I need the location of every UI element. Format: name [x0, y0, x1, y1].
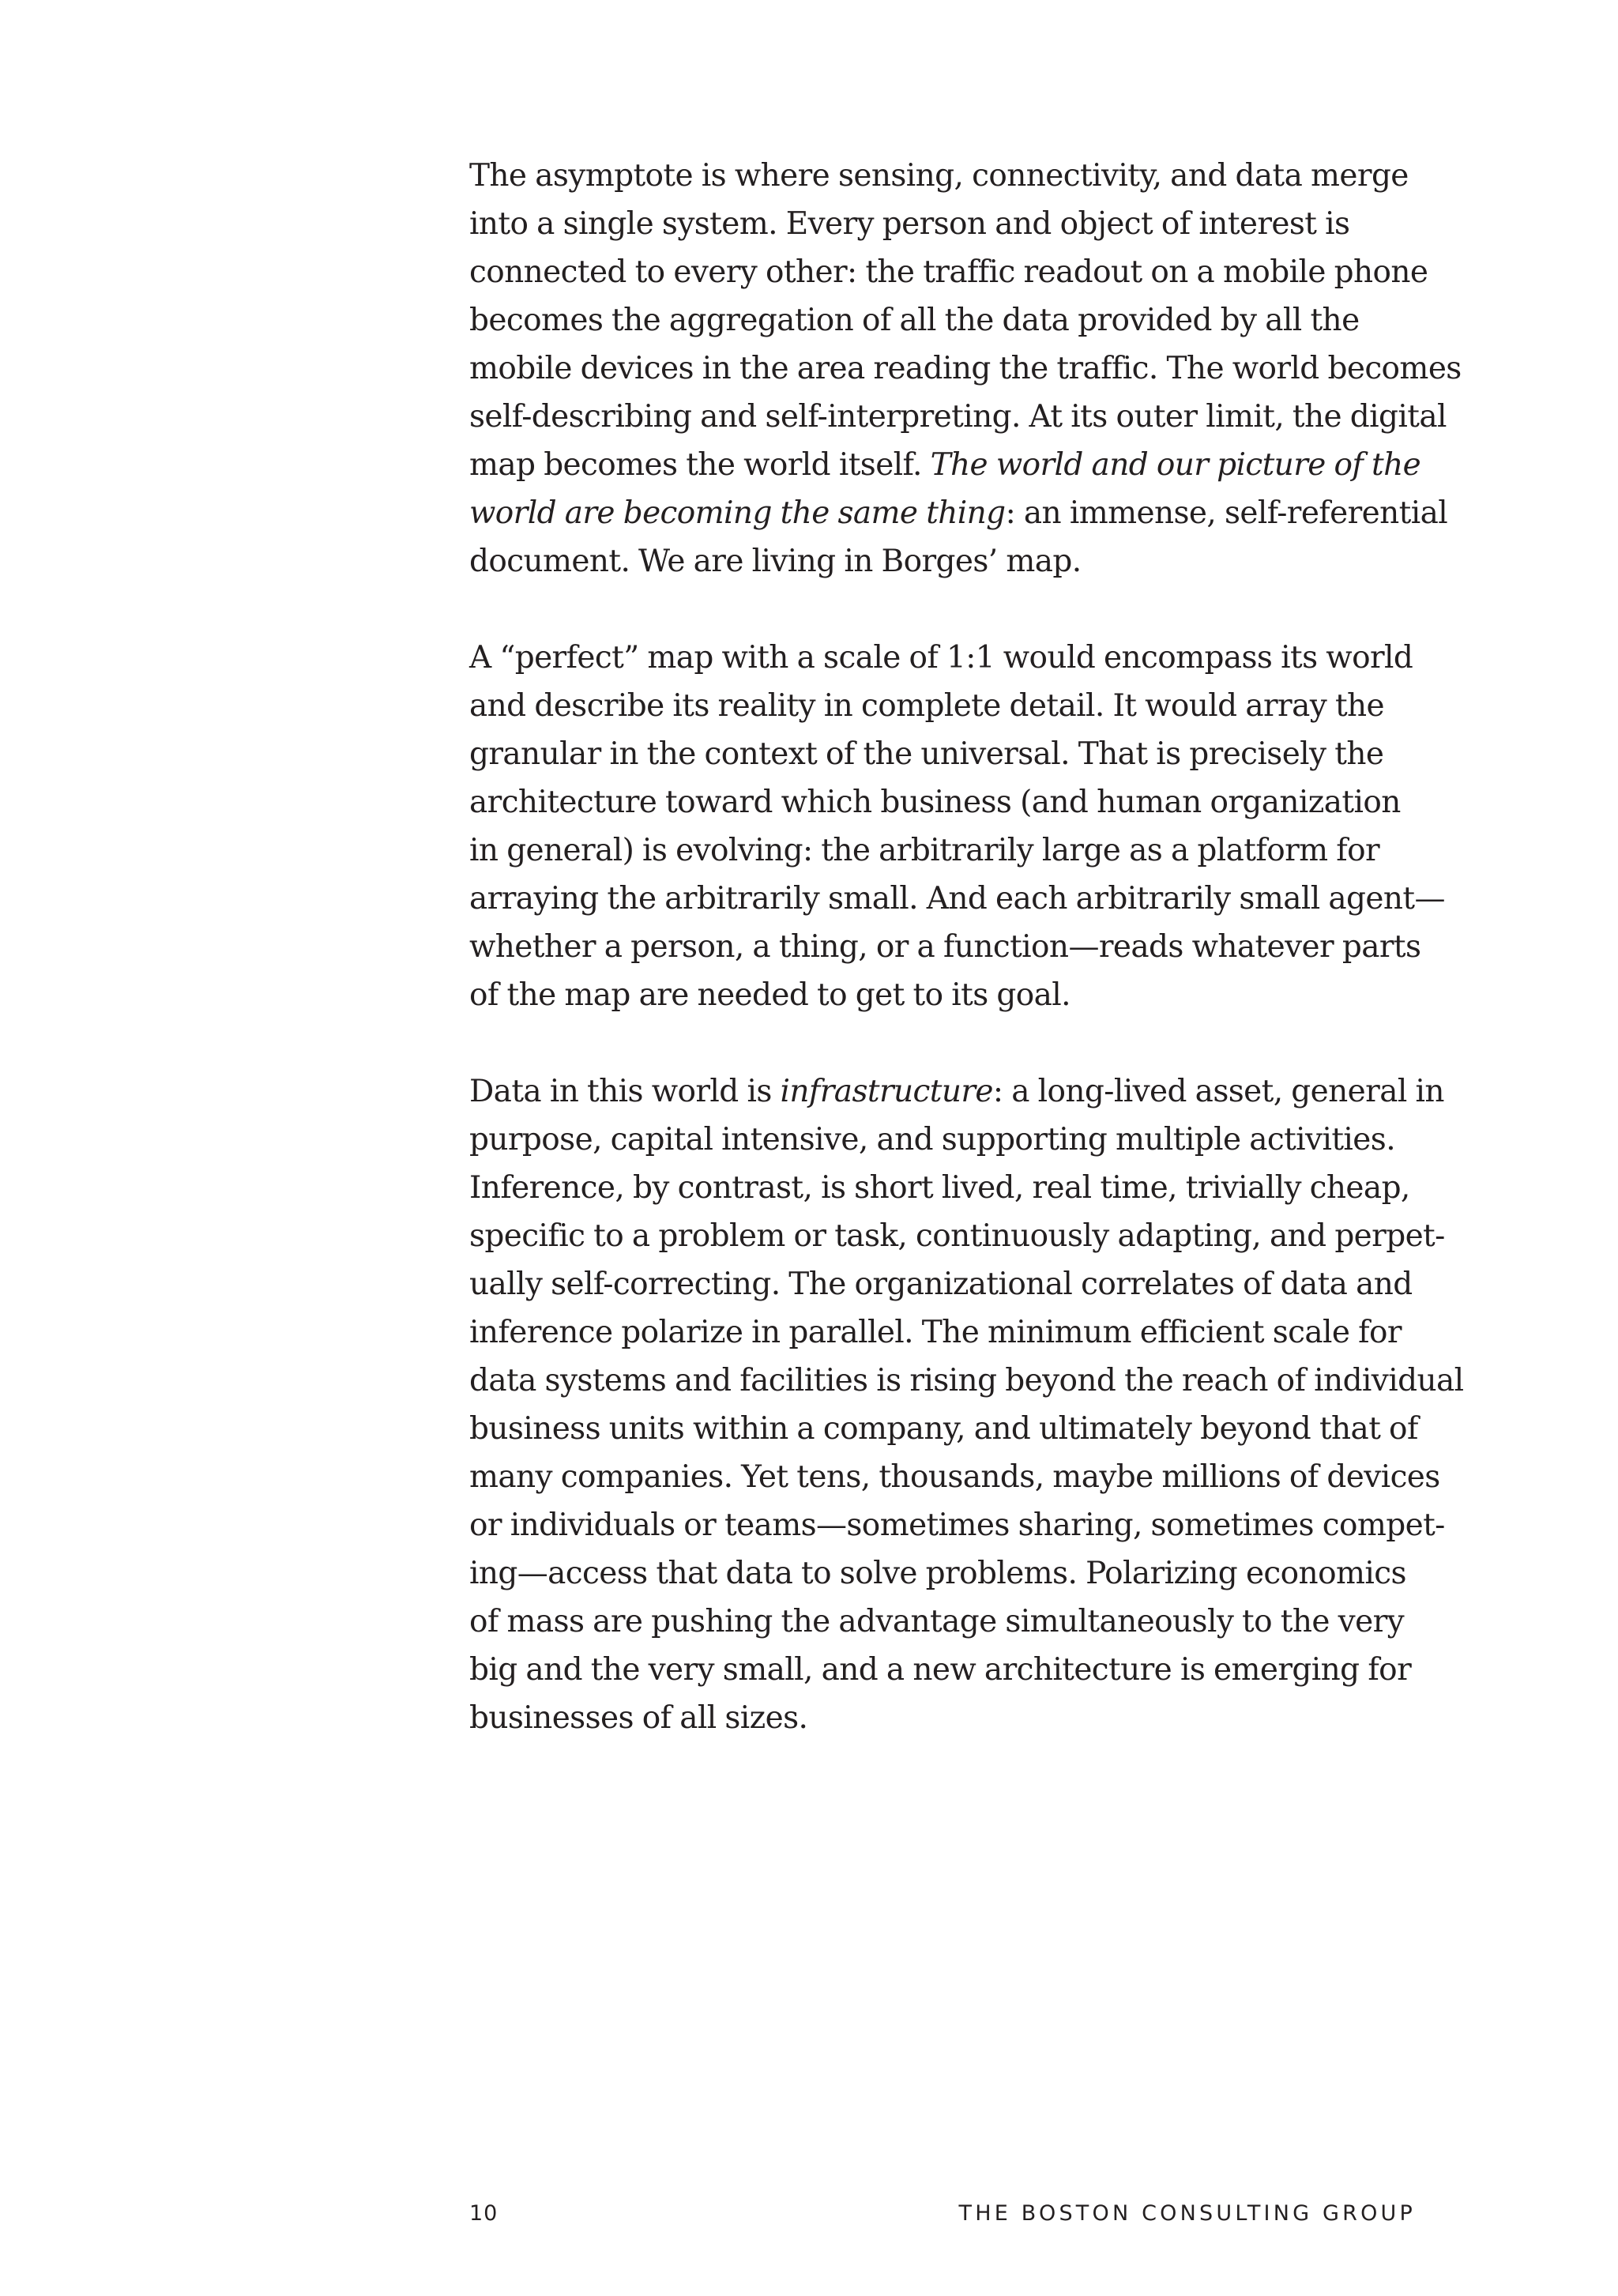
emphasized-text: infrastructure	[780, 1074, 993, 1109]
text-line	[469, 634, 1417, 682]
text-segment: businesses of all sizes.	[469, 1700, 808, 1736]
text-line	[469, 1116, 1417, 1164]
text-segment: whether a person, a thing, or a function—reads whatever parts	[469, 929, 1421, 965]
paragraph	[469, 152, 1462, 585]
text-segment: of mass are pushing the advantage simultaneously to the very	[469, 1604, 1405, 1639]
text-segment: business units within a company, and ultimately beyond that of	[469, 1411, 1418, 1447]
text-line	[469, 441, 1421, 489]
text-segment: becomes the aggregation of all the data provided by all the	[469, 303, 1360, 338]
text-segment: data systems and facilities is rising beyond the reach of individual	[469, 1363, 1464, 1398]
text-line	[469, 1598, 1417, 1646]
text-segment: specific to a problem or task, continuously adapting, and perpet-	[469, 1218, 1445, 1254]
text-segment: The asymptote is where sensing, connectivity, and data merge	[469, 158, 1409, 194]
text-segment: ing—access that data to solve problems. Polarizing economics	[469, 1556, 1406, 1591]
page-footer	[469, 2201, 1416, 2233]
emphasized-text: world are becoming the same thing	[469, 495, 1006, 531]
emphasized-text: The world and our picture of the	[930, 447, 1421, 483]
text-segment: ually self-correcting. The organizational correlates of data and	[469, 1267, 1413, 1302]
text-segment: many companies. Yet tens, thousands, maybe millions of devices	[469, 1459, 1440, 1495]
text-segment: granular in the context of the universal. That is precisely the	[469, 736, 1384, 772]
text-line	[469, 152, 1417, 200]
body-text	[469, 152, 1464, 1790]
text-line	[469, 971, 1417, 1019]
text-segment: arraying the arbitrarily small. And each arbitrarily small agent—	[469, 881, 1445, 917]
text-line	[469, 344, 1462, 393]
text-line	[469, 778, 1417, 826]
text-line	[469, 875, 1445, 923]
text-segment: Inference, by contrast, is short lived, real time, trivially cheap,	[469, 1170, 1410, 1206]
text-line	[469, 248, 1428, 296]
text-line	[469, 682, 1417, 730]
text-segment: and describe its reality in complete detail. It would array the	[469, 688, 1385, 724]
text-line	[469, 393, 1447, 441]
text-segment: or individuals or teams—sometimes sharing, sometimes compet-	[469, 1507, 1445, 1543]
text-line	[469, 923, 1421, 971]
paragraph	[469, 1067, 1464, 1742]
text-line	[469, 1549, 1417, 1598]
text-line	[469, 1067, 1444, 1116]
text-line	[469, 1694, 1417, 1742]
page-number: 10	[469, 2201, 499, 2226]
text-line	[469, 1453, 1440, 1501]
paragraph	[469, 634, 1445, 1019]
text-segment: connected to every other: the traffic readout on a mobile phone	[469, 254, 1428, 290]
text-segment: in general) is evolving: the arbitrarily large as a platform for	[469, 833, 1380, 868]
footer-organization: THE BOSTON CONSULTING GROUP	[958, 2201, 1416, 2226]
text-line	[469, 1646, 1417, 1694]
text-segment: : a long-lived asset, general in	[992, 1074, 1444, 1109]
text-line	[469, 200, 1417, 248]
text-line	[469, 296, 1417, 344]
text-segment: map becomes the world itself.	[469, 447, 931, 483]
text-line	[469, 826, 1417, 875]
text-line	[469, 1357, 1464, 1405]
text-segment: big and the very small, and a new architecture is emerging for	[469, 1652, 1412, 1688]
text-segment: of the map are needed to get to its goal.	[469, 977, 1071, 1013]
text-segment: into a single system. Every person and object of interest is	[469, 206, 1350, 242]
text-line	[469, 1405, 1417, 1453]
text-segment: architecture toward which business (and human organization	[469, 785, 1401, 820]
text-segment: mobile devices in the area reading the traffic. The world becomes	[469, 351, 1462, 386]
text-segment: document. We are living in Borges’ map.	[469, 544, 1082, 579]
text-segment: Data in this world is	[469, 1074, 781, 1109]
text-segment: purpose, capital intensive, and supporting multiple activities.	[469, 1122, 1395, 1157]
text-line	[469, 1308, 1417, 1357]
text-segment: : an immense, self-referential	[1005, 495, 1448, 531]
text-line	[469, 1260, 1417, 1308]
text-line	[469, 489, 1448, 537]
text-segment: inference polarize in parallel. The minimum efficient scale for	[469, 1315, 1402, 1350]
text-segment: self-describing and self-interpreting. At its outer limit, the digital	[469, 399, 1447, 435]
text-line	[469, 1212, 1445, 1260]
text-line	[469, 1164, 1417, 1212]
text-segment: A “perfect” map with a scale of 1:1 would encompass its world	[469, 640, 1413, 676]
text-line	[469, 1501, 1445, 1549]
text-line	[469, 730, 1417, 778]
text-line	[469, 537, 1417, 585]
